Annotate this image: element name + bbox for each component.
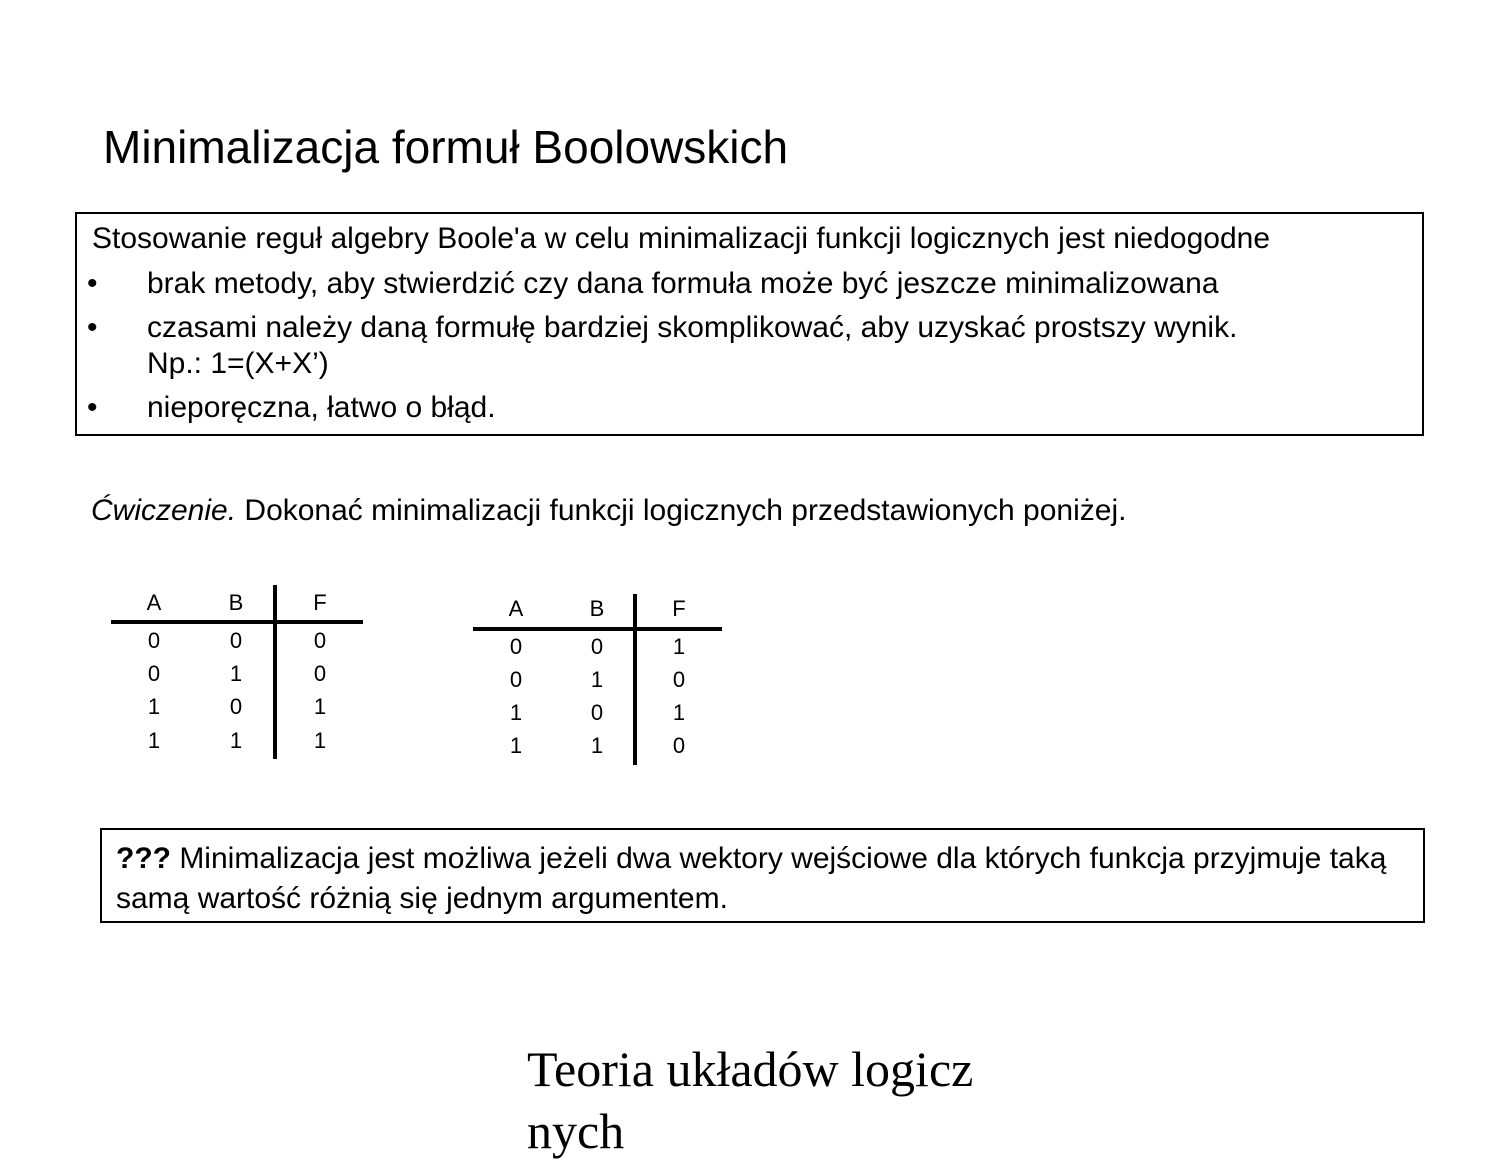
table-cell: 1: [590, 733, 604, 758]
rules-box: [75, 212, 1424, 436]
table-cell: 1: [147, 728, 161, 753]
table-output-separator: [273, 585, 277, 759]
table-header-rule: [473, 627, 722, 631]
table-cell: 0: [672, 667, 686, 692]
table-cell: 1: [313, 728, 327, 753]
bullet-text: czasami należy daną formułę bardziej skomplikować, aby uzyskać prostszy wynik.: [147, 311, 1238, 344]
table-output-separator: [633, 594, 637, 765]
exercise-text: Dokonać minimalizacji funkcji logicznych przedstawionych poniżej.: [236, 494, 1127, 527]
table-cell: 1: [509, 733, 523, 758]
exercise-instruction: [91, 491, 1126, 531]
bullet-text-continuation: Np.: 1=(X+X’): [147, 347, 329, 380]
table-cell: 0: [147, 628, 161, 653]
table-cell: 1: [147, 694, 161, 719]
table-cell: 1: [672, 700, 686, 725]
table-cell: 0: [590, 634, 604, 659]
footer-title: Teoria układów logicznych: [527, 1041, 974, 1159]
rules-intro: Stosowanie reguł algebry Boole'a w celu minimalizacji funkcji logicznych jest niedogodne: [92, 222, 1271, 255]
note-text: [116, 839, 1406, 919]
table-cell: 0: [509, 634, 523, 659]
table-cell: 1: [509, 700, 523, 725]
exercise-label: Ćwiczenie.: [91, 494, 237, 527]
bullet-icon: •: [87, 391, 98, 424]
bullet-icon: •: [87, 311, 98, 344]
table-header-b: B: [589, 596, 605, 621]
bullet-list: [77, 214, 1422, 434]
table-cell: 0: [313, 628, 327, 653]
table-header-a: A: [508, 596, 524, 621]
table-cell: 0: [672, 733, 686, 758]
table-cell: 1: [229, 661, 243, 686]
table-cell: 1: [313, 694, 327, 719]
table-cell: 0: [229, 694, 243, 719]
table-cell: 1: [229, 728, 243, 753]
bullet-text: nieporęczna, łatwo o błąd.: [147, 391, 496, 424]
table-cell: 0: [590, 700, 604, 725]
table-cell: 1: [672, 634, 686, 659]
table-header-rule: [111, 620, 363, 624]
table-cell: 0: [229, 628, 243, 653]
table-cell: 0: [147, 661, 161, 686]
note-question-marks: ???: [116, 842, 171, 875]
bullet-icon: •: [87, 267, 98, 300]
table-cell: 1: [590, 667, 604, 692]
table-header-f: F: [313, 590, 327, 615]
slide-title: Minimalizacja formuł Boolowskich: [103, 121, 789, 173]
note-body: Minimalizacja jest możliwa jeżeli dwa wektory wejściowe dla których funkcja przyjmuje taką samą wartość różnią się jednym argumentem.: [116, 842, 1387, 915]
bullet-text: brak metody, aby stwierdzić czy dana formuła może być jeszcze minimalizowana: [147, 267, 1219, 300]
table-cell: 0: [509, 667, 523, 692]
table-cell: 0: [313, 661, 327, 686]
note-box: [100, 828, 1425, 923]
table-header-f: F: [672, 596, 686, 621]
table-header-a: A: [146, 590, 162, 615]
table-header-b: B: [228, 590, 244, 615]
